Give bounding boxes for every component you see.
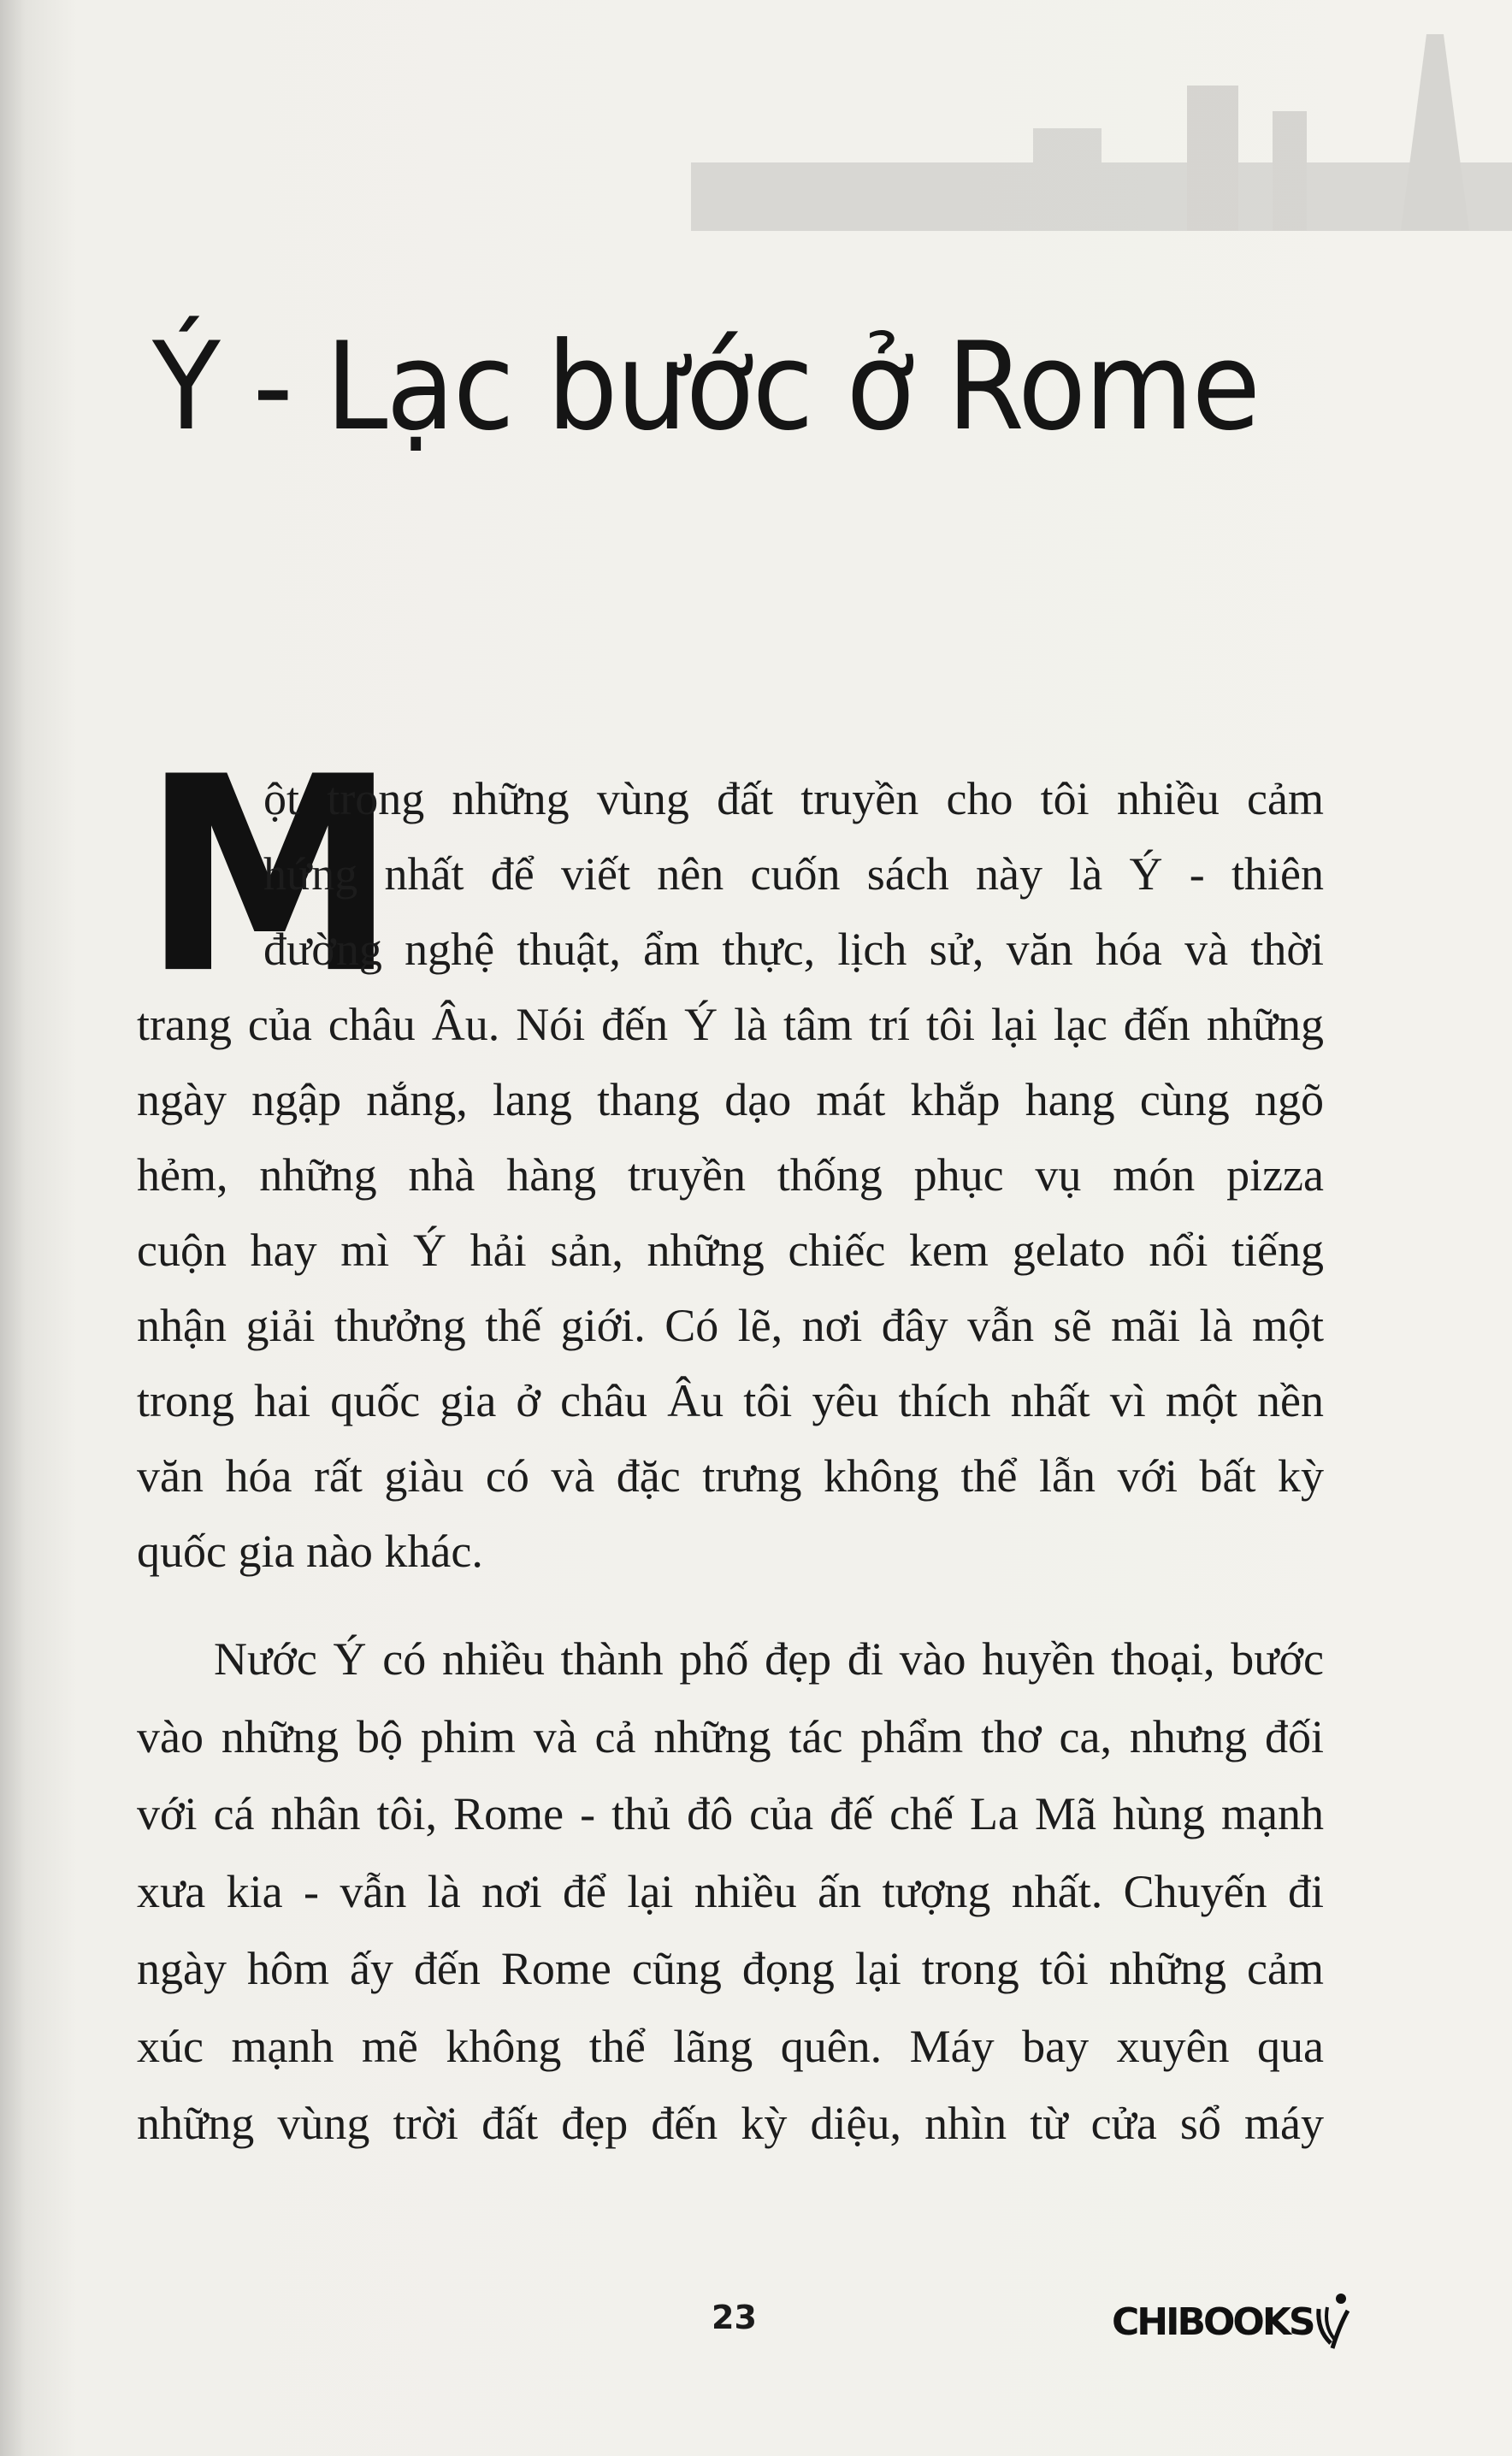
text-line: trang của châu Âu. Nói đến Ý là tâm trí tôi lại lạc đến những: [137, 999, 1324, 1050]
drop-cap: M: [142, 719, 398, 1033]
text-line: ột trong những vùng đất truyền cho tôi nhiều cảm: [263, 773, 1324, 824]
paragraph-2: [137, 1621, 1324, 2163]
text-line: Nước Ý có nhiều thành phố đẹp đi vào huyền thoại, bước: [214, 1633, 1324, 1685]
text-line: ngày hôm ấy đến Rome cũng đọng lại trong tôi những cảm: [137, 1943, 1324, 1994]
text-line: văn hóa rất giàu có và đặc trưng không thể lẫn với bất kỳ: [137, 1450, 1324, 1502]
text-line: xưa kia - vẫn là nơi để lại nhiều ấn tượng nhất. Chuyến đi: [137, 1865, 1324, 1917]
faded-skyline-illustration: [674, 34, 1512, 316]
text-line: vào những bộ phim và cả những tác phẩm thơ ca, nhưng đối: [137, 1710, 1324, 1762]
paragraph-1: [137, 719, 1324, 1589]
text-line: cuộn hay mì Ý hải sản, những chiếc kem gelato nổi tiếng: [137, 1225, 1324, 1276]
text-line: hẻm, những nhà hàng truyền thống phục vụ món pizza: [137, 1149, 1324, 1201]
text-line: trong hai quốc gia ở châu Âu tôi yêu thích nhất vì một nền: [137, 1375, 1324, 1426]
publisher-logo: [1112, 2292, 1356, 2352]
leaf-figure-icon: [1314, 2292, 1356, 2352]
text-line: đường nghệ thuật, ẩm thực, lịch sử, văn hóa và thời: [263, 924, 1324, 975]
text-line: xúc mạnh mẽ không thể lãng quên. Máy bay xuyên qua: [137, 2020, 1324, 2072]
text-line: với cá nhân tôi, Rome - thủ đô của đế chế La Mã hùng mạnh: [137, 1788, 1324, 1839]
text-line: nhận giải thưởng thế giới. Có lẽ, nơi đây vẫn sẽ mãi là một: [137, 1300, 1324, 1351]
text-line: những vùng trời đất đẹp đến kỳ diệu, nhìn từ cửa sổ máy: [137, 2098, 1324, 2149]
chapter-title: Ý - Lạc bước ở Rome: [152, 316, 1260, 458]
page-number: 23: [712, 2299, 757, 2336]
text-line: quốc gia nào khác.: [137, 1526, 483, 1577]
text-line: ngày ngập nắng, lang thang dạo mát khắp hang cùng ngõ: [137, 1074, 1324, 1125]
text-line: hứng nhất để viết nên cuốn sách này là Ý - thiên: [263, 848, 1324, 900]
publisher-logo-text: CHIBOOKS: [1112, 2300, 1314, 2344]
